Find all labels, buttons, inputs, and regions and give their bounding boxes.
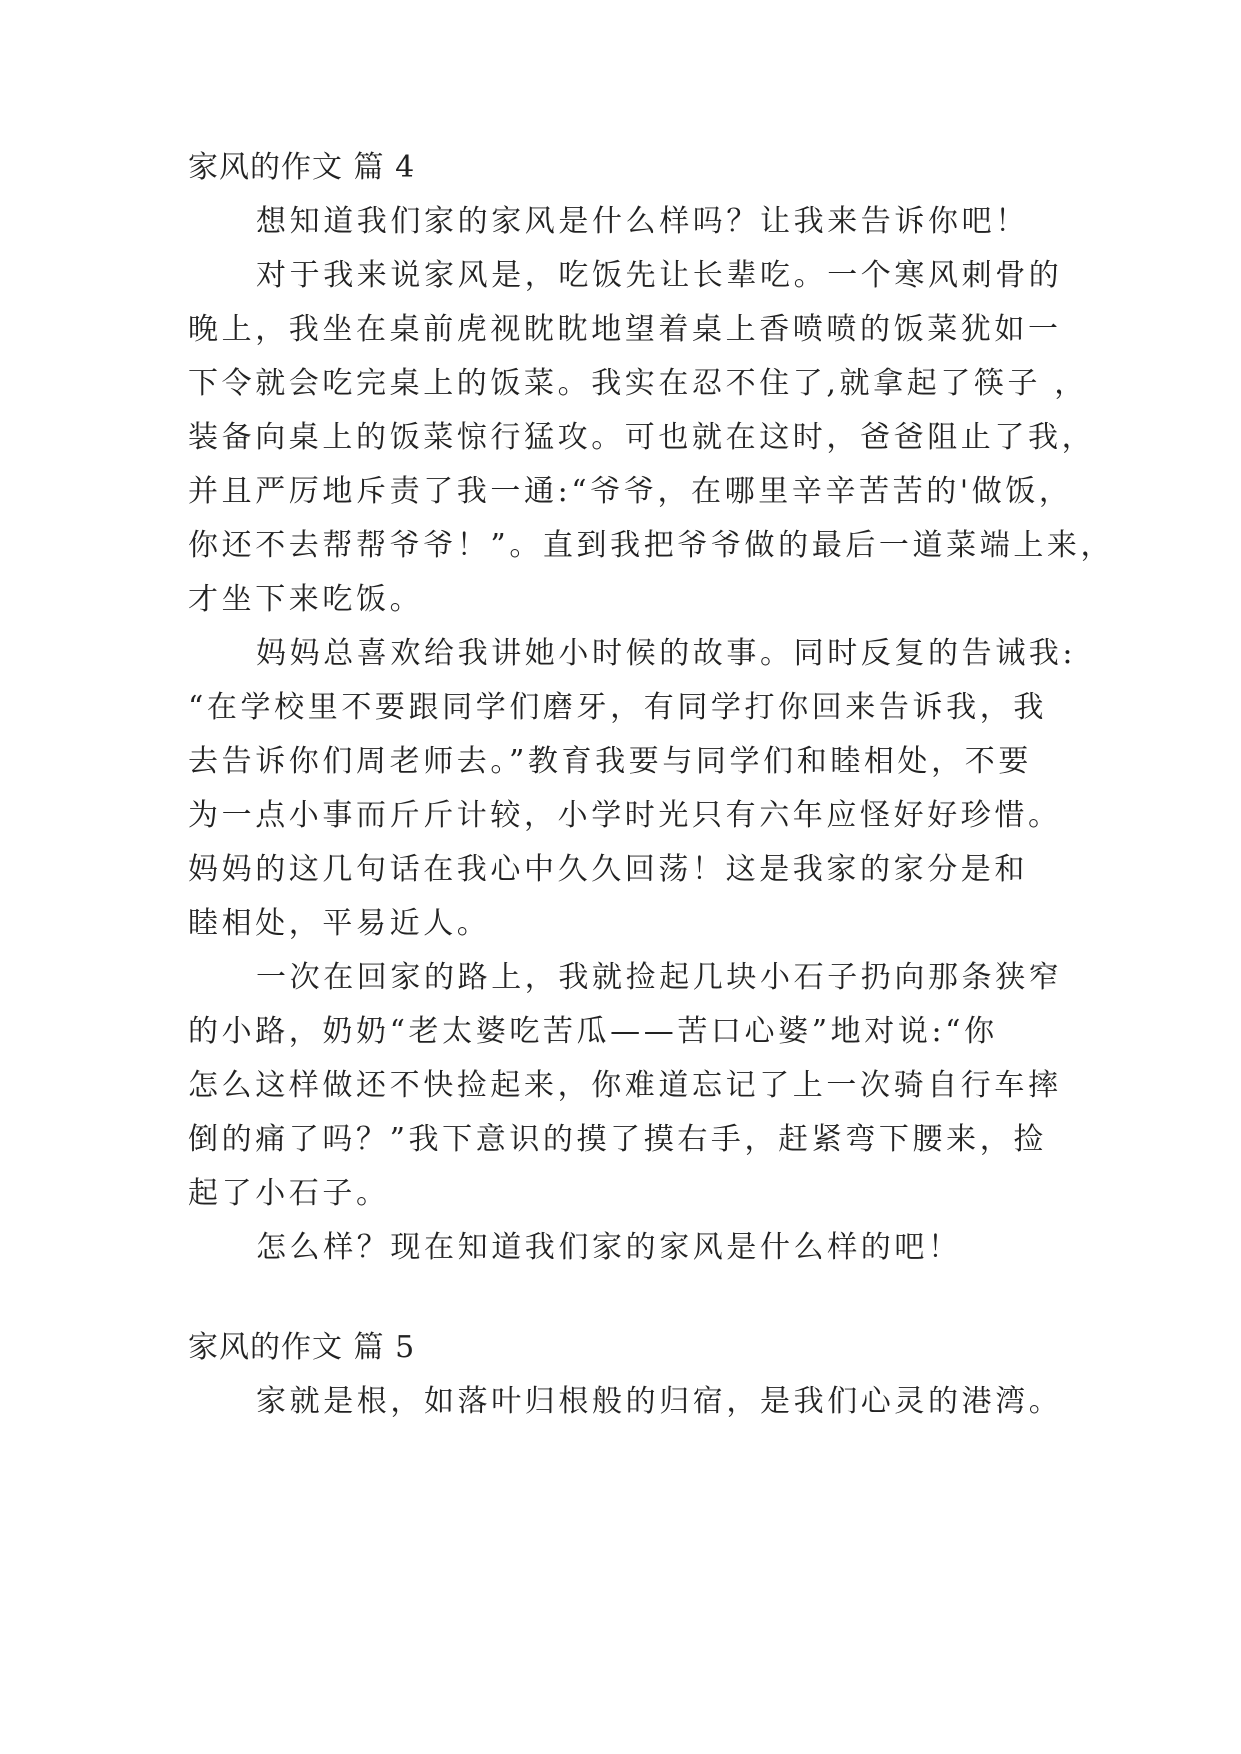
text-line: 为一点小事而斤斤计较，小学时光只有六年应怪好好珍惜。 xyxy=(188,798,1062,833)
text-line: 怎么这样做还不快捡起来，你难道忘记了上一次骑自行车摔 xyxy=(188,1068,1062,1103)
text-line: 去告诉你们周老师去。”教育我要与同学们和睦相处，不要 xyxy=(188,744,1032,779)
text-line: 的小路，奶奶“老太婆吃苦瓜——苦口心婆”地对说:“你 xyxy=(188,1014,998,1049)
text-line: 对于我来说家风是，吃饭先让长辈吃。一个寒风刺骨的 xyxy=(256,258,1063,293)
text-line: 下令就会吃完桌上的饭菜。我实在忍不住了,就拿起了筷子 ， xyxy=(188,366,1088,401)
section-heading: 家风的作文 篇 5 xyxy=(188,1330,416,1365)
text-line: 想知道我们家的家风是什么样吗？让我来告诉你吧！ xyxy=(256,204,1029,239)
text-line: 一次在回家的路上，我就捡起几块小石子扔向那条狭窄 xyxy=(256,960,1063,995)
text-line: 并且严厉地斥责了我一通:“爷爷，在哪里辛辛苦苦的'做饭， xyxy=(188,474,1073,509)
text-line: 你还不去帮帮爷爷！”。直到我把爷爷做的最后一道菜端上来， xyxy=(188,528,1115,563)
text-line: 才坐下来吃饭。 xyxy=(188,582,424,617)
text-line: 装备向桌上的饭菜惊行猛攻。可也就在这时，爸爸阻止了我， xyxy=(188,420,1096,455)
text-line: “在学校里不要跟同学们磨牙，有同学打你回来告诉我，我 xyxy=(188,690,1047,725)
text-line: 晚上，我坐在桌前虎视眈眈地望着桌上香喷喷的饭菜犹如一 xyxy=(188,312,1062,347)
text-line: 倒的痛了吗？”我下意识的摸了摸右手，赶紧弯下腰来，捡 xyxy=(188,1122,1047,1157)
text-line: 妈妈的这几句话在我心中久久回荡！这是我家的家分是和 xyxy=(188,852,1028,887)
text-line: 起了小石子。 xyxy=(188,1176,390,1211)
text-line: 妈妈总喜欢给我讲她小时候的故事。同时反复的告诫我: xyxy=(256,636,1077,671)
text-line: 睦相处，平易近人。 xyxy=(188,906,491,941)
text-line: 家就是根，如落叶归根般的归宿，是我们心灵的港湾。 xyxy=(256,1384,1063,1419)
section-heading: 家风的作文 篇 4 xyxy=(188,150,416,185)
text-line: 怎么样？现在知道我们家的家风是什么样的吧！ xyxy=(256,1230,962,1265)
